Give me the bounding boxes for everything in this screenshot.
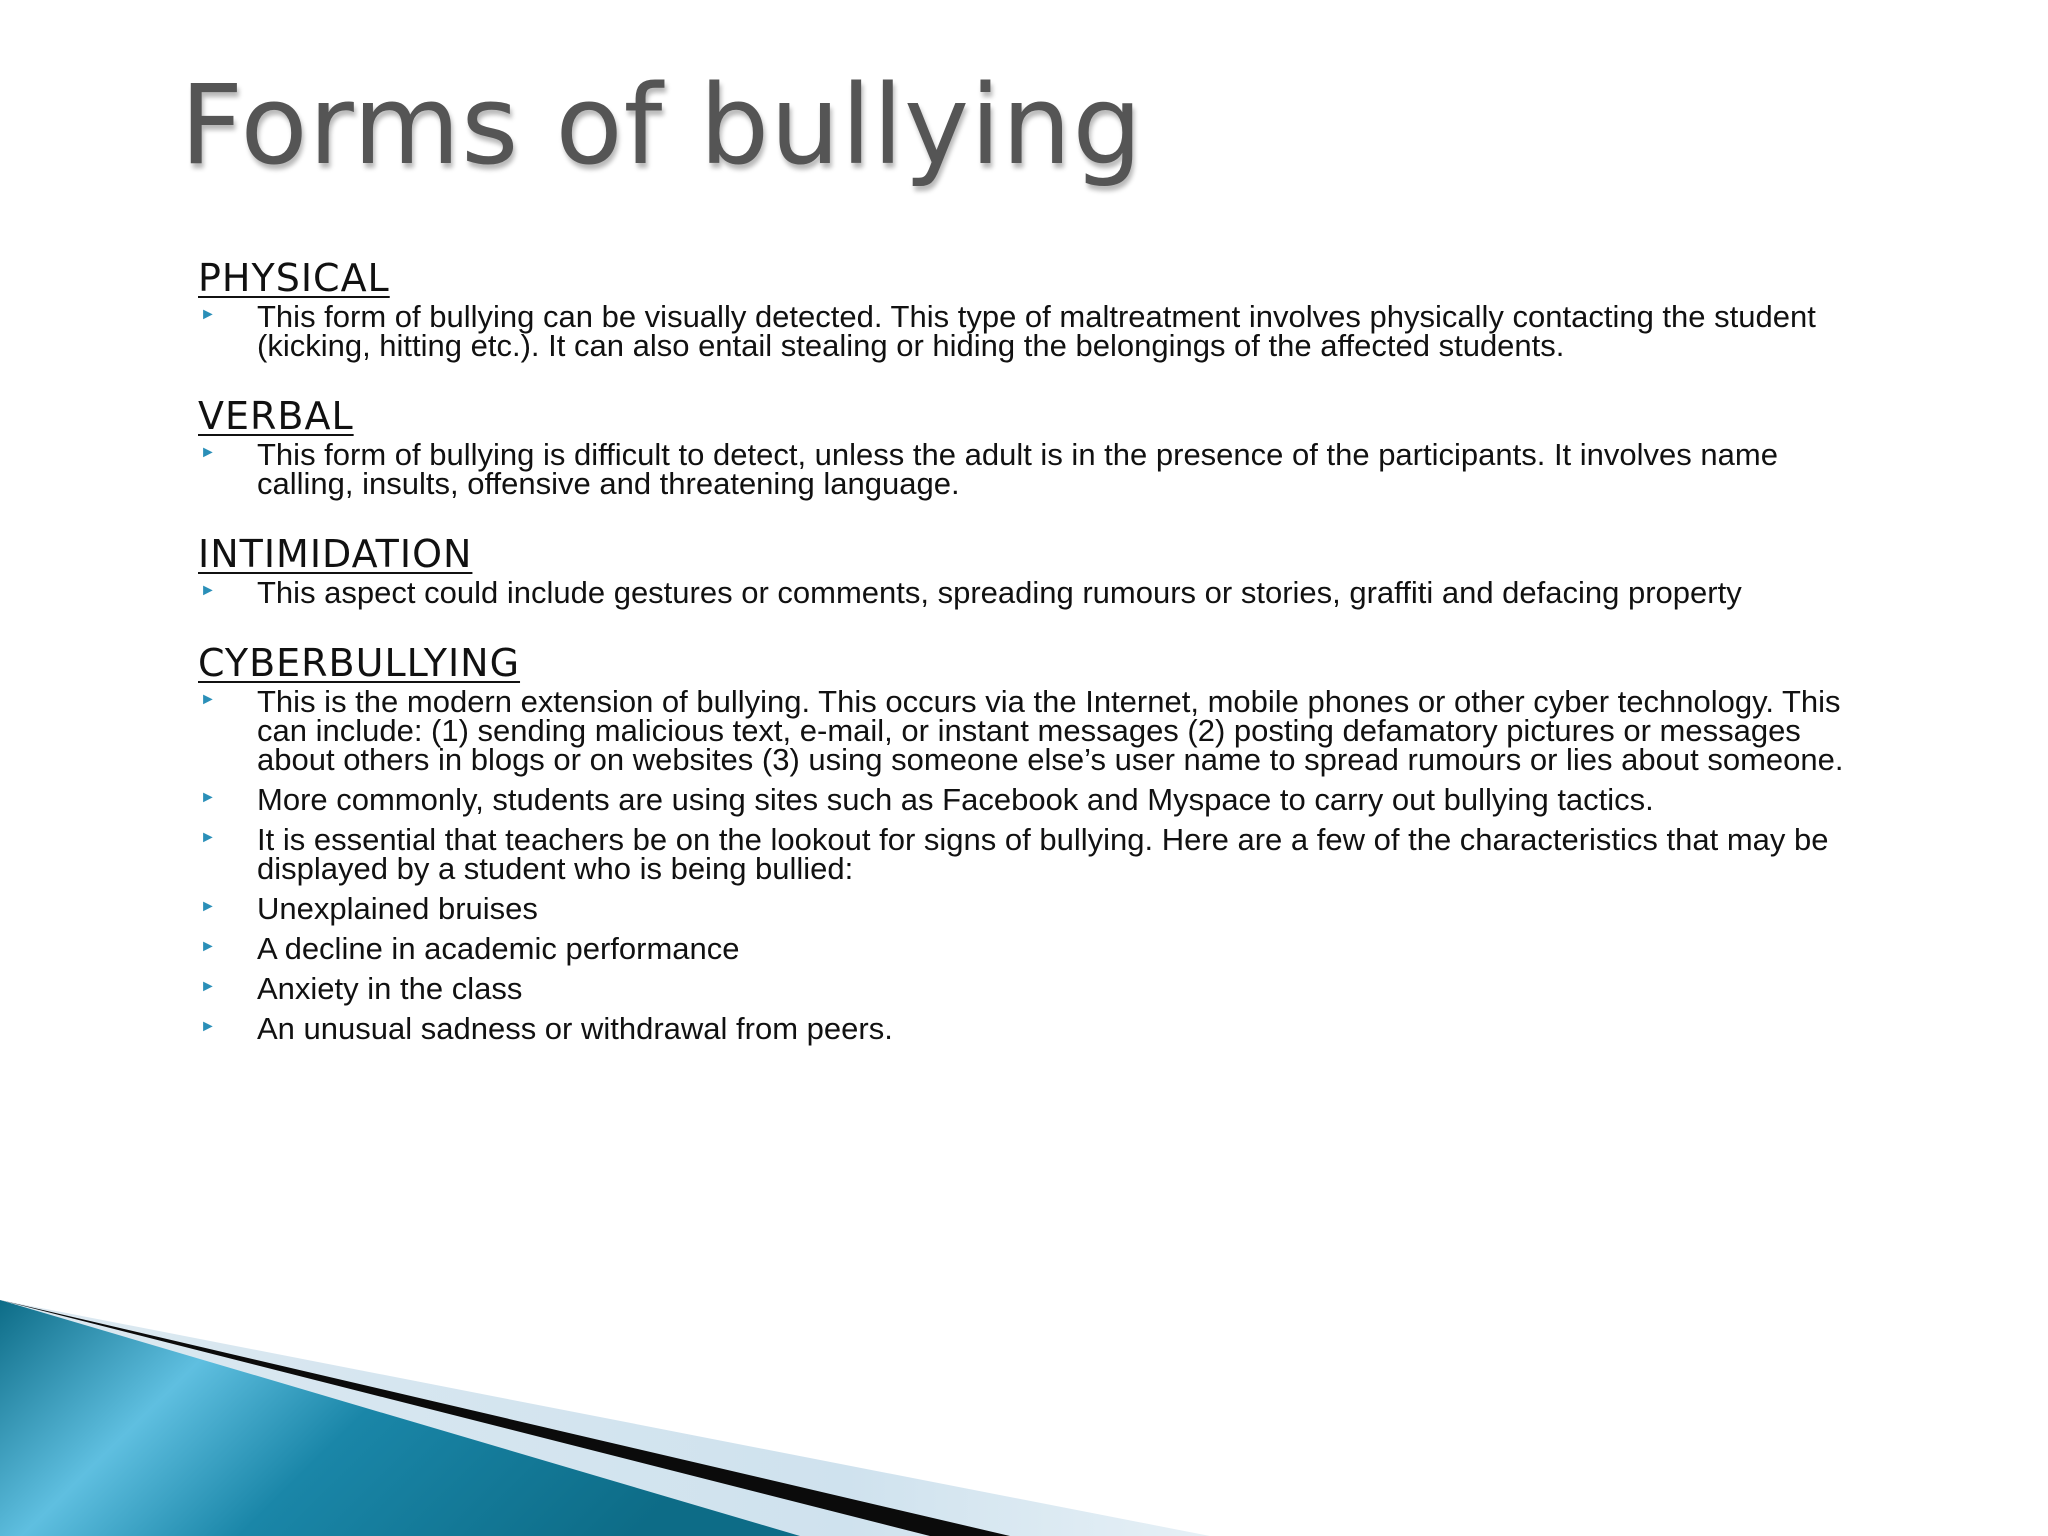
- bullet-arrow-icon: ►: [200, 691, 216, 708]
- bullet-arrow-icon: ►: [200, 306, 216, 323]
- bullet-list: [198, 437, 1858, 501]
- bullet-item: [198, 684, 1858, 777]
- bullet-arrow-icon: ►: [200, 829, 216, 846]
- bullet-text: An unusual sadness or withdrawal from peers.: [257, 1011, 893, 1046]
- bullet-arrow-icon: ►: [200, 582, 216, 599]
- bullet-item: [198, 575, 1858, 610]
- slide-content: [198, 256, 1858, 1077]
- black-swoosh: [0, 1300, 1010, 1536]
- bullet-list: [198, 299, 1858, 363]
- bullet-text: Anxiety in the class: [257, 971, 523, 1006]
- bullet-list: [198, 684, 1858, 1046]
- pale-swoosh: [0, 1300, 1210, 1536]
- bullet-item: [198, 1011, 1858, 1046]
- bullet-list: [198, 575, 1858, 610]
- bullet-text: This is the modern extension of bullying. This occurs via the Internet, mobile phones or other cyber technology. This can include: (1) sending malicious text, e-mail, or instant messages (2) posting defamatory pictures or messages about others in blogs or on websites (3) using someone else’s user name to spread rumours or lies about someone.: [257, 684, 1844, 777]
- section-heading: VERBAL: [198, 394, 354, 438]
- bullet-text: A decline in academic performance: [257, 931, 740, 966]
- bullet-arrow-icon: ►: [200, 789, 216, 806]
- slide-title: Forms of bullying: [180, 61, 1144, 189]
- section-physical: [198, 256, 1858, 363]
- section-intimidation: [198, 532, 1858, 610]
- bullet-text: This aspect could include gestures or comments, spreading rumours or stories, graffiti and defacing property: [257, 575, 1742, 610]
- bullet-item: [198, 437, 1858, 501]
- bullet-item: [198, 822, 1858, 886]
- bullet-text: It is essential that teachers be on the lookout for signs of bullying. Here are a few of the characteristics that may be displayed by a student who is being bullied:: [257, 822, 1829, 886]
- bullet-text: More commonly, students are using sites such as Facebook and Myspace to carry out bullying tactics.: [257, 782, 1654, 817]
- bullet-text: This form of bullying can be visually detected. This type of maltreatment involves physically contacting the student (kicking, hitting etc.). It can also entail stealing or hiding the belongings of the affected students.: [257, 299, 1816, 363]
- bullet-item: [198, 931, 1858, 966]
- section-heading: CYBERBULLYING: [198, 641, 521, 685]
- section-cyberbullying: [198, 641, 1858, 1046]
- bullet-arrow-icon: ►: [200, 938, 216, 955]
- bullet-item: [198, 891, 1858, 926]
- bullet-item: [198, 299, 1858, 363]
- bullet-item: [198, 782, 1858, 817]
- teal-swoosh: [0, 1300, 800, 1536]
- bullet-arrow-icon: ►: [200, 978, 216, 995]
- bullet-arrow-icon: ►: [200, 898, 216, 915]
- bullet-arrow-icon: ►: [200, 1018, 216, 1035]
- bullet-item: [198, 971, 1858, 1006]
- section-heading: PHYSICAL: [198, 256, 390, 300]
- bullet-arrow-icon: ►: [200, 444, 216, 461]
- bullet-text: This form of bullying is difficult to detect, unless the adult is in the presence of the participants. It involves name calling, insults, offensive and threatening language.: [257, 437, 1778, 501]
- section-heading: INTIMIDATION: [198, 532, 473, 576]
- section-verbal: [198, 394, 1858, 501]
- bullet-text: Unexplained bruises: [257, 891, 538, 926]
